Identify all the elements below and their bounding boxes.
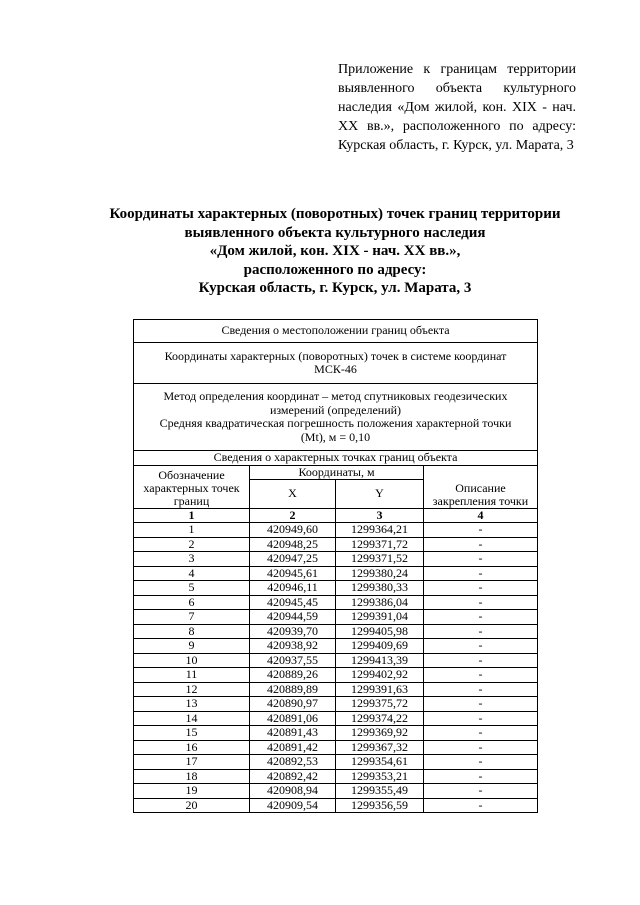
method-text: измерений (определений)	[269, 402, 402, 417]
point-number-cell: 8	[134, 624, 250, 639]
description-cell: -	[424, 755, 538, 770]
column-number: 1	[134, 508, 250, 523]
method-text: Метод определения координат – метод спутниковых геодезических	[163, 389, 508, 403]
y-coordinate-cell: 1299371,52	[336, 552, 424, 567]
section-location-header: Сведения о местоположении границ объекта	[134, 320, 538, 343]
description-cell: -	[424, 711, 538, 726]
point-number-cell: 17	[134, 755, 250, 770]
x-coordinate-cell: 420892,53	[250, 755, 336, 770]
table-row	[134, 740, 538, 755]
x-coordinate-cell: 420939,70	[250, 624, 336, 639]
description-cell: -	[424, 769, 538, 784]
column-header-designation: Обозначение характерных точек границ	[134, 465, 250, 508]
point-number-cell: 13	[134, 697, 250, 712]
section-points-header: Сведения о характерных точках границ объекта	[134, 451, 538, 466]
y-coordinate-cell: 1299374,22	[336, 711, 424, 726]
y-coordinate-cell: 1299386,04	[336, 595, 424, 610]
y-coordinate-cell: 1299364,21	[336, 523, 424, 538]
table-row	[134, 581, 538, 596]
x-coordinate-cell: 420945,45	[250, 595, 336, 610]
accuracy-text: (Mt), м = 0,10	[300, 429, 371, 444]
table-row	[134, 537, 538, 552]
description-cell: -	[424, 682, 538, 697]
table-row	[134, 595, 538, 610]
table-row	[134, 769, 538, 784]
x-coordinate-cell: 420937,55	[250, 653, 336, 668]
description-cell: -	[424, 581, 538, 596]
title-line: Курская область, г. Курск, ул. Марата, 3	[198, 280, 472, 296]
y-coordinate-cell: 1299391,63	[336, 682, 424, 697]
point-number-cell: 15	[134, 726, 250, 741]
y-coordinate-cell: 1299354,61	[336, 755, 424, 770]
table-row	[134, 624, 538, 639]
title-line: «Дом жилой, кон. XIX - нач. XX вв.»,	[209, 243, 461, 259]
point-number-cell: 6	[134, 595, 250, 610]
document-title	[60, 205, 610, 298]
y-coordinate-cell: 1299380,33	[336, 581, 424, 596]
title-line: Координаты характерных (поворотных) точек границ территории	[109, 206, 561, 222]
x-coordinate-cell: 420947,25	[250, 552, 336, 567]
table-row	[134, 552, 538, 567]
table-row	[134, 668, 538, 683]
description-cell: -	[424, 566, 538, 581]
description-cell: -	[424, 726, 538, 741]
y-coordinate-cell: 1299380,24	[336, 566, 424, 581]
point-number-cell: 20	[134, 798, 250, 813]
y-coordinate-cell: 1299355,49	[336, 784, 424, 799]
table-row	[134, 566, 538, 581]
table-row	[134, 523, 538, 538]
title-line: выявленного объекта культурного наследия	[184, 224, 486, 241]
description-cell: -	[424, 697, 538, 712]
x-coordinate-cell: 420948,25	[250, 537, 336, 552]
point-number-cell: 14	[134, 711, 250, 726]
x-coordinate-cell: 420945,61	[250, 566, 336, 581]
column-header-coordinates: Координаты, м	[250, 465, 424, 479]
description-cell: -	[424, 798, 538, 813]
title-line: расположенного по адресу:	[243, 261, 427, 278]
column-number: 3	[336, 508, 424, 523]
point-number-cell: 10	[134, 653, 250, 668]
point-number-cell: 2	[134, 537, 250, 552]
point-number-cell: 12	[134, 682, 250, 697]
accuracy-text: Средняя квадратическая погрешность положения характерной точки	[159, 416, 512, 430]
description-cell: -	[424, 595, 538, 610]
description-cell: -	[424, 610, 538, 625]
point-number-cell: 18	[134, 769, 250, 784]
y-coordinate-cell: 1299375,72	[336, 697, 424, 712]
y-coordinate-cell: 1299369,92	[336, 726, 424, 741]
x-coordinate-cell: 420946,11	[250, 581, 336, 596]
x-coordinate-cell: 420889,89	[250, 682, 336, 697]
table-row	[134, 755, 538, 770]
column-number: 2	[250, 508, 336, 523]
description-cell: -	[424, 668, 538, 683]
y-coordinate-cell: 1299391,04	[336, 610, 424, 625]
y-coordinate-cell: 1299356,59	[336, 798, 424, 813]
y-coordinate-cell: 1299413,39	[336, 653, 424, 668]
y-coordinate-cell: 1299409,69	[336, 639, 424, 654]
y-coordinate-cell: 1299402,92	[336, 668, 424, 683]
description-cell: -	[424, 639, 538, 654]
point-number-cell: 5	[134, 581, 250, 596]
description-cell: -	[424, 653, 538, 668]
x-coordinate-cell: 420909,54	[250, 798, 336, 813]
y-coordinate-cell: 1299367,32	[336, 740, 424, 755]
point-number-cell: 16	[134, 740, 250, 755]
description-cell: -	[424, 740, 538, 755]
point-number-cell: 1	[134, 523, 250, 538]
description-cell: -	[424, 784, 538, 799]
y-coordinate-cell: 1299371,72	[336, 537, 424, 552]
point-number-cell: 19	[134, 784, 250, 799]
y-coordinate-cell: 1299353,21	[336, 769, 424, 784]
description-cell: -	[424, 552, 538, 567]
point-number-cell: 7	[134, 610, 250, 625]
description-cell: -	[424, 523, 538, 538]
table-row	[134, 697, 538, 712]
x-coordinate-cell: 420908,94	[250, 784, 336, 799]
column-header-x: X	[250, 479, 336, 508]
table-row	[134, 682, 538, 697]
x-coordinate-cell: 420949,60	[250, 523, 336, 538]
table-row	[134, 610, 538, 625]
x-coordinate-cell: 420891,42	[250, 740, 336, 755]
coordinate-system-name: МСК-46	[314, 362, 357, 376]
x-coordinate-cell: 420891,06	[250, 711, 336, 726]
table-row	[134, 798, 538, 813]
coordinate-system-cell	[134, 343, 538, 384]
x-coordinate-cell: 420889,26	[250, 668, 336, 683]
x-coordinate-cell: 420892,42	[250, 769, 336, 784]
y-coordinate-cell: 1299405,98	[336, 624, 424, 639]
column-header-description: Описание закрепления точки	[424, 465, 538, 508]
x-coordinate-cell: 420944,59	[250, 610, 336, 625]
x-coordinate-cell: 420938,92	[250, 639, 336, 654]
table-row	[134, 784, 538, 799]
table-row	[134, 726, 538, 741]
column-header-y: Y	[336, 479, 424, 508]
point-number-cell: 9	[134, 639, 250, 654]
appendix-note: Приложение к границам территории выявленного объекта культурного наследия «Дом жилой, кон. XIX - нач. XX вв.», расположенного по адресу: Курская область, г. Курск, ул. Марата, 3	[338, 62, 576, 153]
method-cell	[134, 384, 538, 451]
column-number: 4	[424, 508, 538, 523]
x-coordinate-cell: 420890,97	[250, 697, 336, 712]
coordinates-table	[133, 319, 538, 813]
table-row	[134, 639, 538, 654]
description-cell: -	[424, 537, 538, 552]
coordinate-system-text: Координаты характерных (поворотных) точек в системе координат	[164, 348, 507, 363]
table-row	[134, 711, 538, 726]
description-cell: -	[424, 624, 538, 639]
point-number-cell: 11	[134, 668, 250, 683]
point-number-cell: 4	[134, 566, 250, 581]
table-row	[134, 653, 538, 668]
x-coordinate-cell: 420891,43	[250, 726, 336, 741]
point-number-cell: 3	[134, 552, 250, 567]
